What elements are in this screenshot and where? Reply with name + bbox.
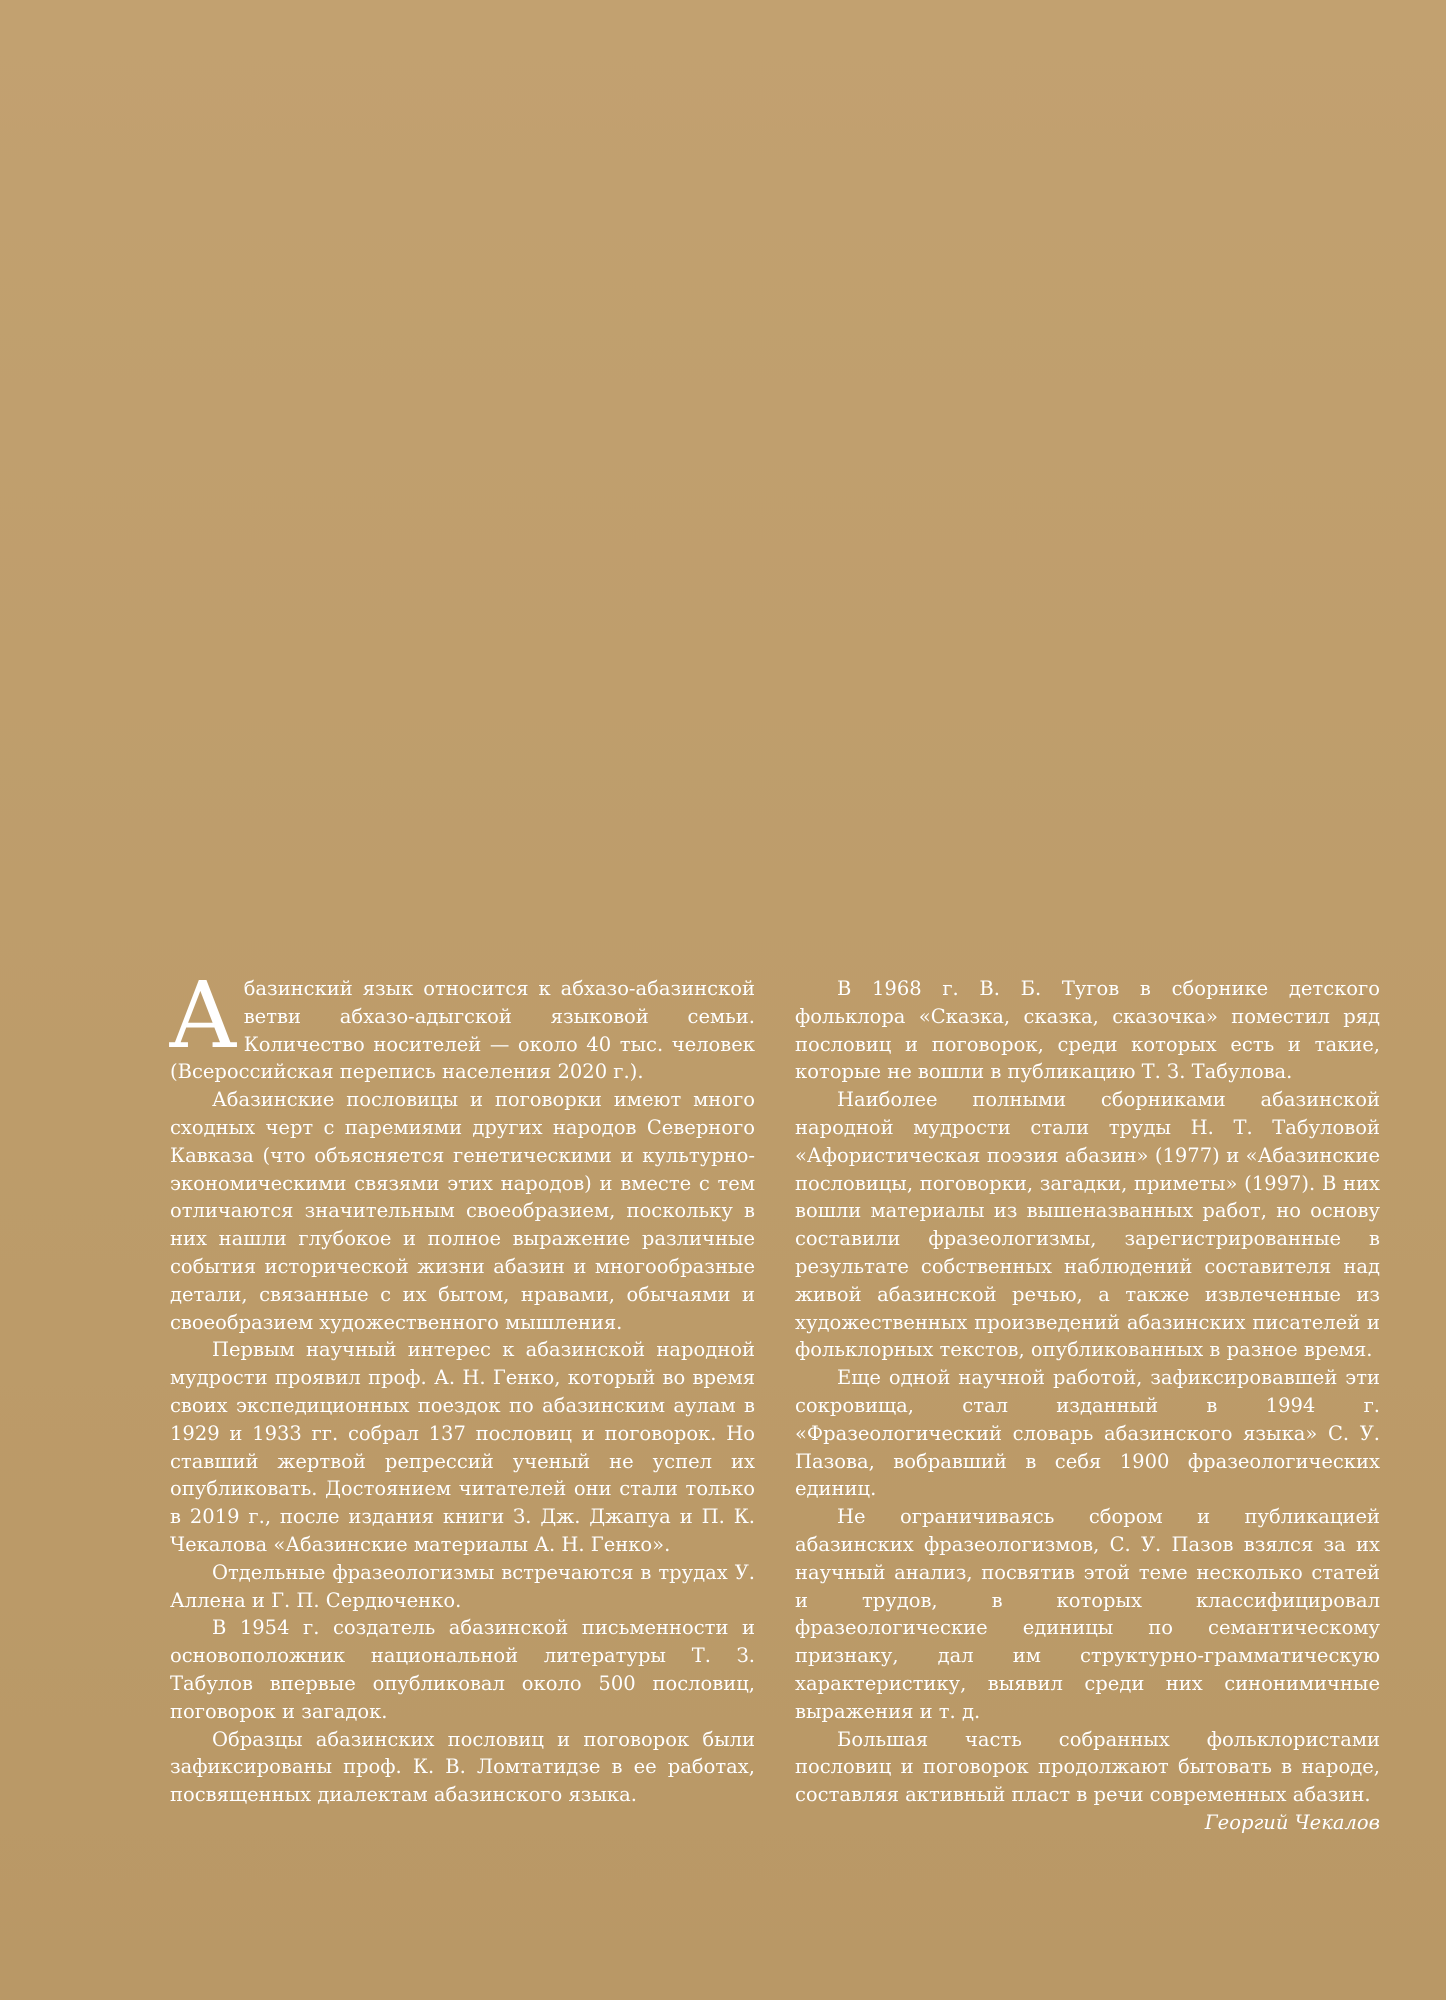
paragraph: В 1968 г. В. Б. Тугов в сборнике детского фольклора «Сказка, сказка, сказочка» поместил ряд пословиц и поговорок, среди которых есть и такие, которые не вошли в публикацию Т. З. Табулова. xyxy=(795,977,1380,1084)
paragraph: Большая часть собранных фольклористами пословиц и поговорок продолжают бытовать в народе, составляя активный пласт в речи современных абазин. xyxy=(795,1727,1380,1807)
drop-cap: А xyxy=(168,962,238,1069)
paragraph: Отдельные фразеологизмы встречаются в трудах У. Аллена и Г. П. Сердюченко. xyxy=(170,1560,755,1612)
paragraph: Наиболее полными сборниками абазинской народной мудрости стали труды Н. Т. Табуловой «Афористическая поэзия абазин» (1977) и «Абазинские пословицы, поговорки, загадки, приметы» (1997). В них вошли материалы из вышеназванных работ, но основу составили фразеологизмы, зарегистрированные в результате собственных наблюдений составителя над живой абазинской речью, а также извлеченные из художественных произведений абазинских писателей и фольклорных текстов, опубликованных в разное время. xyxy=(795,1088,1380,1362)
paragraph: Абазинские пословицы и поговорки имеют много сходных черт с паремиями других народов Северного Кавказа (что объясняется генетическими и культурно-экономическими связями этих народов) и вместе с тем отличаются значительным своеобразием, поскольку в них нашли глубокое и полное выражение различные события исторической жизни абазин и многообразные детали, связанные с их бытом, нравами, обычаями и своеобразием художественного мышления. xyxy=(170,1088,755,1334)
right-column xyxy=(795,975,1380,1837)
paragraph: Образцы абазинских пословиц и поговорок были зафиксированы проф. К. В. Ломтатидзе в ее работах, посвященных диалектам абазинского языка. xyxy=(170,1727,755,1807)
left-column xyxy=(168,962,755,1809)
author-signature: Георгий Чекалов xyxy=(1204,1810,1380,1834)
paragraph: Первым научный интерес к абазинской народной мудрости проявил проф. А. Н. Генко, который во время своих экспедиционных поездок по абазинским аулам в 1929 и 1933 гг. собрал 137 пословиц и поговорок. Но ставший жертвой репрессий ученый не успел их опубликовать. Достоянием читателей они стали только в 2019 г., после издания книги З. Дж. Джапуа и П. К. Чекалова «Абазинские материалы А. Н. Генко». xyxy=(170,1338,755,1556)
paragraph: Не ограничиваясь сбором и публикацией абазинских фразеологизмов, С. У. Пазов взялся за их научный анализ, посвятив этой теме несколько статей и трудов, в которых классифицировал фразеологические единицы по семантическому признаку, дал им структурно-грамматическую характеристику, выявил среди них синонимичные выражения и т. д. xyxy=(795,1505,1380,1723)
paragraph: В 1954 г. создатель абазинской письменности и основоположник национальной литературы Т. З. Табулов впервые опубликовал около 500 пословиц, поговорок и загадок. xyxy=(170,1616,755,1723)
paragraph-text: базинский язык относится к абхазо-абазинской ветви абхазо-адыгской языковой семьи. Количество носителей — около 40 тыс. человек (Всероссийская перепись населения 2020 г.). xyxy=(170,977,755,1084)
article-body xyxy=(168,962,1380,1855)
paragraph: Еще одной научной работой, зафиксировавшей эти сокровища, стал изданный в 1994 г. «Фразеологический словарь абазинского языка» С. У. Пазова, вобравший в себя 1900 фразеологических единиц. xyxy=(795,1366,1380,1501)
paragraph xyxy=(168,962,755,1086)
